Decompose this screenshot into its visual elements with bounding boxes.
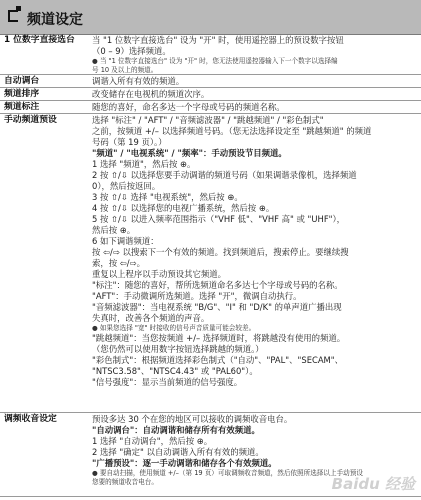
note-line: ● 当 "1 位数字直接选台" 设为 "开" 时，您无法使用遥控器输入下一个数字以选择编 (92, 57, 338, 65)
desc-line: "AFT"：手动微调所选频道。选择 "开"，微调自动执行。 (92, 291, 302, 301)
desc-line: 调谐入所有有效的频道。 (92, 76, 185, 86)
desc-line: 3 按 ⇧/⇩ 选择 "电视系统"，然后按 ⊕。 (92, 192, 243, 202)
row-description (92, 102, 414, 113)
row-description (92, 89, 414, 100)
note-line: 您要的频道收音电台。 (92, 477, 158, 486)
desc-line: "标注"：随您的喜好，帮所选频道命名多达七个字母或号码的名称。 (92, 280, 343, 290)
desc-line: "彩色制式"：根据频道选择彩色制式（"自动"、"PAL"、"SECAM"、 (92, 354, 344, 365)
desc-line: 然后按 ⊕。 (92, 225, 136, 235)
tv-settings-icon (8, 10, 18, 22)
desc-line: "频道" / "电视系统" / "频率"：手动预设节目频道。 (92, 148, 287, 158)
desc-line: 5 按 ⇧/⇩ 以进入频率范围指示（"VHF 低"、"VHF 高" 或 "UHF"）， (92, 214, 346, 224)
desc-line: 2 按 ⇧/⇩ 以选择您要手动调谐的频道号码（如果调谐录像机，选择频道 (92, 170, 357, 180)
desc-line: 预设多达 30 个在您的地区可以接收的调频收音电台。 (92, 414, 293, 424)
desc-line: 当 "1 位数字直接选台" 设为 "开" 时，使用遥控器上的预设数字按钮 (92, 35, 344, 45)
note-line: ● 如果您选择 "宽" 时接收的信号声音质量可能会较差。 (92, 324, 256, 332)
desc-line: 1 选择 "自动调台"，然后按 ⊕。 (92, 436, 213, 446)
row-label: 频道排序 (4, 89, 40, 99)
desc-line: 1 选择 "频道"，然后按 ⊕。 (92, 159, 196, 169)
table-row (0, 101, 421, 114)
desc-line: 2 选择 "确定" 以自动调谐入所有有效的频道。 (92, 447, 264, 457)
desc-line: （您仍然可以使用数字按钮选择跳越的频道。） (92, 343, 264, 354)
row-description (92, 76, 414, 87)
section-title: 频道设定 (27, 12, 83, 28)
table-row (0, 34, 421, 75)
desc-line: "跳越频道"：当您按频道 +/– 选择频道时，将跳越没有使用的频道。 (92, 332, 346, 343)
desc-line: "广播预设"：逐一手动调谐和储存各个有效频道。 (92, 458, 277, 468)
row-label: 自动调台 (4, 76, 40, 86)
desc-line: "信号强度"：显示当前频道的信号强度。 (92, 376, 243, 387)
desc-line: 按 ⇦/⇨ 以搜索下一个有效的频道。找到频道后，搜索停止。要继续搜 (92, 247, 349, 257)
desc-line: "自动调台"：自动调谐和储存所有有效频道。 (92, 425, 260, 435)
row-label: 1 位数字直接选台 (4, 35, 75, 45)
row-label: 手动频道预设 (4, 115, 57, 125)
watermark: Baidu 经验 (331, 475, 415, 493)
row-description (92, 115, 414, 388)
desc-line: "音频滤波器"：当电视系统 "B/G"、"I" 和 "D/K" 的单声道广播出现 (92, 302, 342, 312)
row-label: 调频收音设定 (4, 414, 57, 424)
table-row (0, 75, 421, 88)
row-description (92, 35, 414, 74)
settings-table (0, 34, 421, 497)
desc-line: 选择 "标注" / "AFT" / "音频滤波器" / "跳越频道" / "彩色制式" (92, 115, 324, 125)
table-row (0, 88, 421, 101)
desc-line: 0），然后按返回。 (92, 181, 161, 191)
desc-line: （0 – 9）选择频道。 (92, 46, 171, 56)
desc-line: 失真时，改善各个频道的声音。 (92, 313, 210, 323)
desc-line: 之前，按频道 +/– 以选择频道号码。（您无法选择设定至 "跳越频道" 的频道 (92, 126, 372, 136)
desc-line: 号码（第 19 页）。） (92, 137, 167, 147)
desc-line: 6 如下调谐频道： (92, 236, 159, 246)
row-label: 频道标注 (4, 102, 40, 112)
desc-line: 索，按 ⇦/⇨。 (92, 258, 146, 268)
desc-line: 4 按 ⇧/⇩ 以选择您的电视广播系统，然后按 ⊕。 (92, 203, 275, 213)
desc-line: 随您的喜好，命名多达一个字母或号码的频道名称。 (92, 102, 285, 112)
desc-line: 改变储存在电视机的频道次序。 (92, 89, 210, 99)
desc-line: 重复以上程序以手动预设其它频道。 (92, 269, 226, 279)
desc-line: "NTSC3.58"、"NTSC4.43" 或 "PAL60"）。 (92, 365, 258, 376)
note-line: ● 要自动扫描，使用频道 +/–（第 19 页）可取调频收音频道，然后依照所选择以上手动预设 (92, 469, 363, 477)
section-header (0, 0, 421, 35)
note-line: 号 10 及以上的频道。 (92, 65, 158, 74)
table-row (0, 114, 421, 413)
